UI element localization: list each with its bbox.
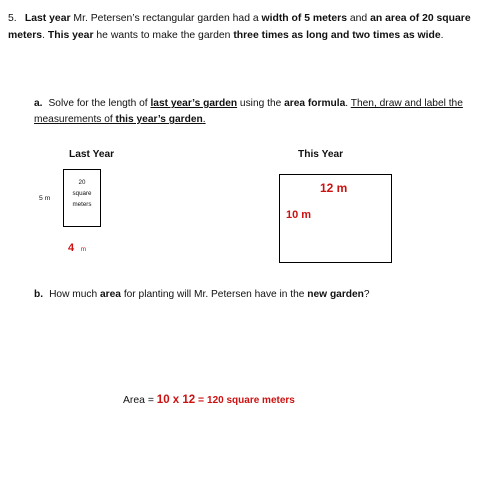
last-year-width-label: 5 m <box>39 195 51 202</box>
q-width: width of 5 meters <box>261 13 347 24</box>
last-year-area-unit1: square <box>72 190 92 197</box>
part-b-text-3: ? <box>363 289 370 300</box>
this-year-length-label: 12 m <box>320 181 348 195</box>
last-year-area-num: 20 <box>78 179 86 186</box>
q-area: an area of 20 square meters <box>8 13 471 41</box>
part-a-text-1: Solve for the length of <box>48 98 151 109</box>
area-answer <box>123 394 295 406</box>
area-expression: 10 x 12 <box>156 394 196 406</box>
part-b-text-2: for planting will Mr. Petersen have in the <box>120 289 308 300</box>
area-equals: = <box>195 395 208 406</box>
part-a-this-year: this year’s garden <box>115 114 203 125</box>
part-a-text-3: . <box>345 98 351 109</box>
last-year-heading: Last Year <box>69 149 115 160</box>
area-result: 120 square meters <box>207 395 295 406</box>
q-text-2: and <box>346 13 371 24</box>
part-a-text-4: . <box>202 114 206 125</box>
this-year-heading: This Year <box>298 149 344 160</box>
last-year-length-unit: m <box>80 246 86 253</box>
part-b-new-garden: new garden <box>307 289 364 300</box>
part-b-area: area <box>100 289 121 300</box>
last-year-length-num: 4 <box>68 242 75 254</box>
part-b-letter: b. <box>34 289 44 300</box>
part-a-letter: a. <box>34 98 43 109</box>
part-b <box>34 287 494 303</box>
q-text-4: he wants to make the garden <box>93 30 234 41</box>
last-year-area-unit2: meters <box>72 201 92 208</box>
last-year-rectangle <box>63 169 101 227</box>
q-text-3: . <box>42 30 48 41</box>
this-year-width-label: 10 m <box>286 209 312 221</box>
q-text-1: Mr. Petersen’s rectangular garden had a <box>70 13 262 24</box>
q-text-5: . <box>440 30 444 41</box>
part-b-text-1: How much <box>49 289 101 300</box>
area-label: Area = <box>123 395 157 406</box>
part-a <box>34 96 494 128</box>
last-year-length-label <box>68 238 86 256</box>
part-a-instruction: Then, draw and label the measurements of <box>34 98 463 125</box>
q-scale: three times as long and two times as wide <box>233 30 441 41</box>
question-number: 5. <box>8 13 17 24</box>
part-a-text-2: using the <box>237 98 285 109</box>
q-last-year: Last year <box>24 13 71 24</box>
q-this-year: This year <box>47 30 94 41</box>
part-a-last-year: last year’s garden <box>150 98 238 109</box>
part-a-formula: area formula <box>284 98 346 109</box>
question-5 <box>8 10 494 44</box>
